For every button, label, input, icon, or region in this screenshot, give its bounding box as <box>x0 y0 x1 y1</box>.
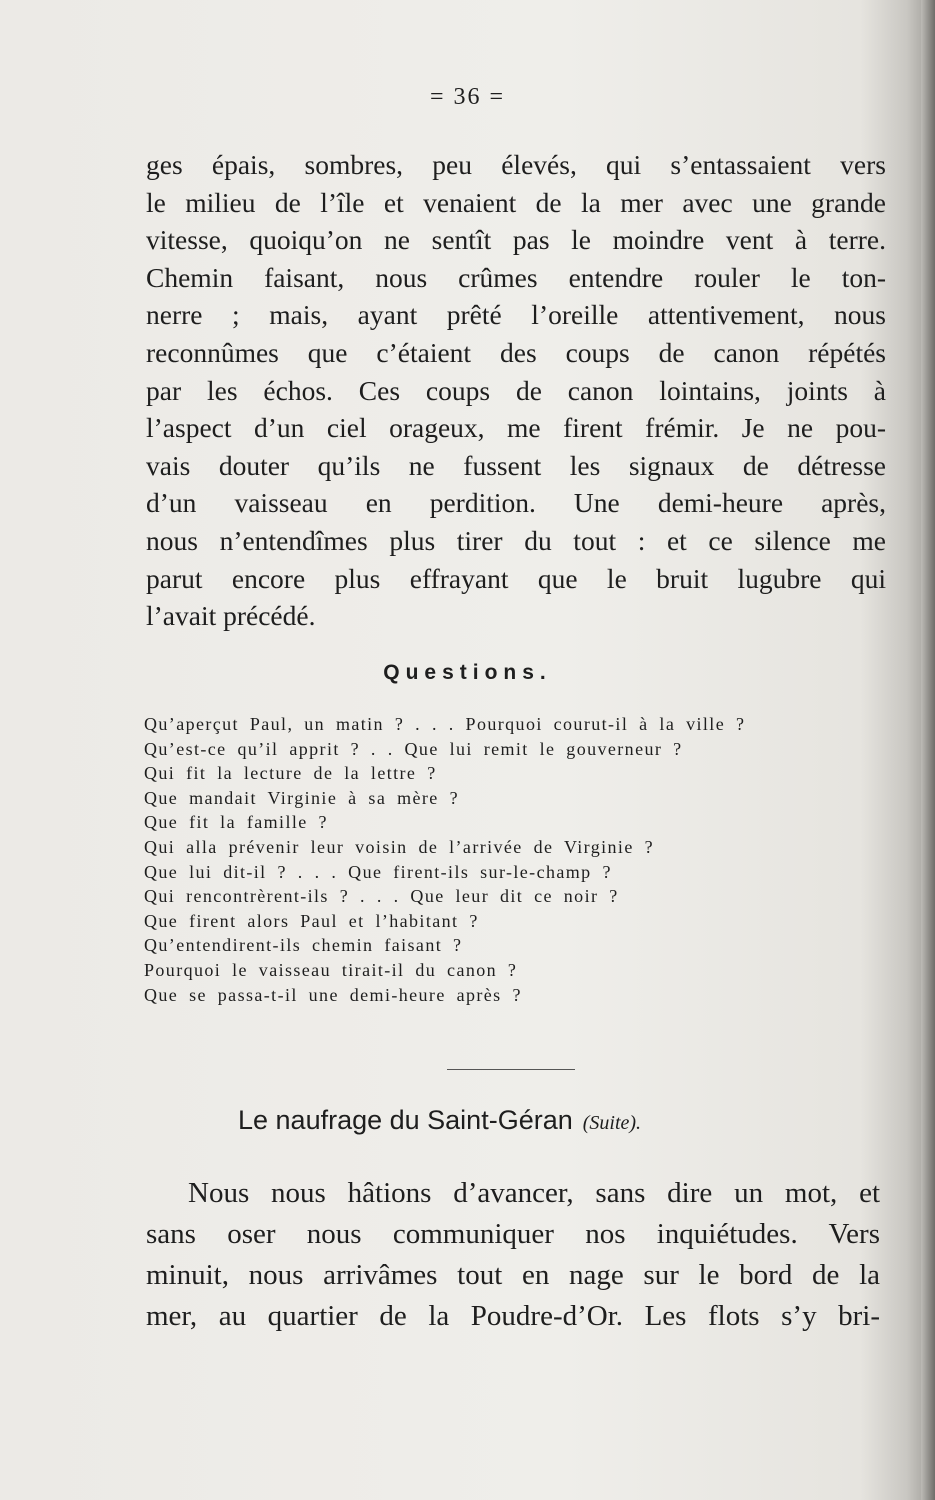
text-line: reconnûmes que c’étaient des coups de canon répétés <box>146 336 886 368</box>
question-item: Qu’entendirent-ils chemin faisant ? <box>144 935 463 956</box>
question-item: Que firent alors Paul et l’habitant ? <box>144 910 479 931</box>
page-edge-shadow <box>921 0 935 1500</box>
text-line: l’avait précédé. <box>146 600 316 632</box>
text-line: mer, au quartier de la Poudre-d’Or. Les flots s’y bri- <box>146 1300 880 1332</box>
question-item: Qu’est-ce qu’il apprit ? . . Que lui remit le gouverneur ? <box>144 738 683 759</box>
section-title-text: Le naufrage du Saint-Géran <box>238 1105 573 1135</box>
section-title <box>238 1105 641 1136</box>
question-item: Qui alla prévenir leur voisin de l’arrivée de Virginie ? <box>144 836 655 857</box>
text-line: sans oser nous communiquer nos inquiétudes. Vers <box>146 1218 880 1250</box>
question-item: Pourquoi le vaisseau tirait-il du canon ? <box>144 959 518 980</box>
text-line: parut encore plus effrayant que le bruit lugubre qui <box>146 562 886 594</box>
text-line: le milieu de l’île et venaient de la mer avec une grande <box>146 186 886 218</box>
text-line: nous n’entendîmes plus tirer du tout : et ce silence me <box>146 524 886 556</box>
top-paragraph <box>146 146 886 635</box>
text-line: minuit, nous arrivâmes tout en nage sur le bord de la <box>146 1259 880 1291</box>
question-item: Que mandait Virginie à sa mère ? <box>144 787 459 808</box>
text-line: nerre ; mais, ayant prêté l’oreille attentivement, nous <box>146 299 886 331</box>
question-item: Que fit la famille ? <box>144 812 328 833</box>
question-item: Que se passa-t-il une demi-heure après ? <box>144 984 522 1005</box>
section-divider <box>447 1069 575 1070</box>
text-line: d’un vaisseau en perdition. Une demi-heure après, <box>146 487 886 519</box>
text-line: Chemin faisant, nous crûmes entendre rouler le ton- <box>146 261 886 293</box>
question-item: Qui rencontrèrent-ils ? . . . Que leur dit ce noir ? <box>144 886 619 907</box>
text-line: vais douter qu’ils ne fussent les signaux de détresse <box>146 449 886 481</box>
text-line: ges épais, sombres, peu élevés, qui s’entassaient vers <box>146 149 886 180</box>
question-item: Que lui dit-il ? . . . Que firent-ils sur-le-champ ? <box>144 861 612 882</box>
text-line: par les échos. Ces coups de canon lointains, joints à <box>146 374 886 406</box>
questions-heading: Questions. <box>383 661 552 684</box>
question-item: Qui fit la lecture de la lettre ? <box>144 763 437 784</box>
question-item: Qu’aperçut Paul, un matin ? . . . Pourquoi courut-il à la ville ? <box>144 714 746 734</box>
text-line: Nous nous hâtions d’avancer, sans dire un mot, et <box>188 1177 880 1209</box>
questions-list <box>144 712 844 1007</box>
bottom-paragraph <box>146 1173 880 1337</box>
section-subtitle: (Suite). <box>582 1112 642 1134</box>
text-line: vitesse, quoiqu’on ne sentît pas le moindre vent à terre. <box>146 224 886 256</box>
page-number: = 36 = <box>429 84 506 110</box>
text-line: l’aspect d’un ciel orageux, me firent frémir. Je ne pou- <box>146 412 886 444</box>
